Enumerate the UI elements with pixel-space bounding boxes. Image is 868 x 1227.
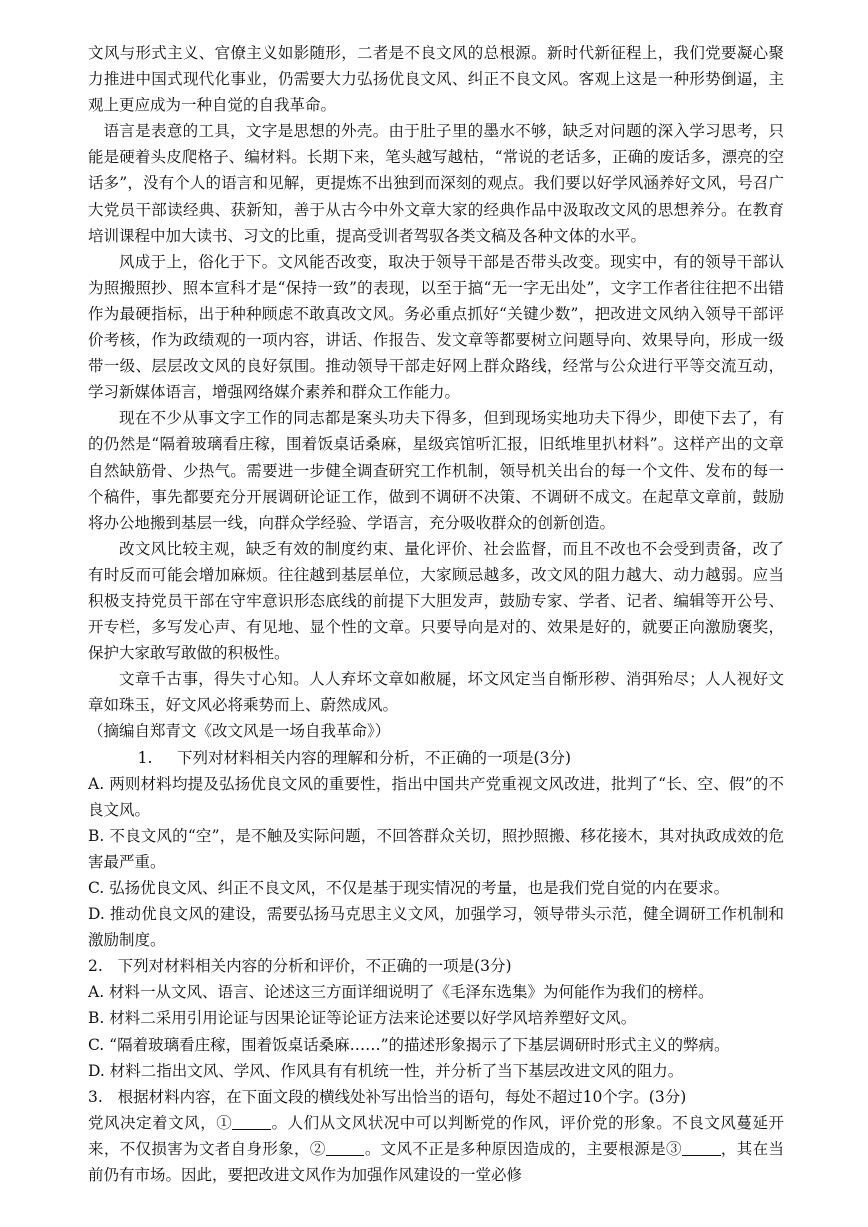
question-1 (88, 745, 784, 954)
passage-part-1: 党风决定着文风，① (88, 1113, 233, 1132)
article-paragraph-5: 改文风比较主观，缺乏有效的制度约束、量化评价、社会监督，而且不改也不会受到责备，改了有时反而可能会增加麻烦。往往越到基层单位，大家顾忌越多，改文风的阻力越大、动力越弱。应当积极支持党员干部在守牢意识形态底线的前提下大胆发声，鼓励专家、学者、记者、编辑等开公号、开专栏，多写发心声、有见地、显个性的文章。只要导向是对的、效果是好的，就要正向激励褒奖，保护大家敢写敢做的积极性。 (88, 539, 784, 663)
question-1-title (88, 745, 784, 771)
article-paragraph-3: 风成于上，俗化于下。文风能否改变，取决于领导干部是否带头改变。现实中，有的领导干部认为照搬照抄、照本宣科才是“保持一致”的表现，以至于搞“无一字无出处”，文字工作者往往把不出错作为最硬指标，出于种种顾虑不敢真改文风。务必重点抓好“关键少数”，把改进文风纳入领导干部评价考核，作为政绩观的一项内容，讲话、作报告、发文章等都要树立问题导向、效果导向，形成一级带一级、层层改文风的良好氛围。推动领导干部走好网上群众路线，经常与公众进行平等交流互动，学习新媒体语言，增强网络媒介素养和群众工作能力。 (88, 252, 784, 402)
question-3-number: 3. (88, 1087, 103, 1106)
question-3-stem: 根据材料内容，在下面文段的横线处补写出恰当的语句，每处不超过10个字。(3分) (117, 1087, 687, 1106)
answer-blank-2[interactable] (326, 1139, 365, 1156)
article-paragraph-4: 现在不少从事文字工作的同志都是案头功夫下得多，但到现场实地功夫下得少，即使下去了，有的仍然是“隔着玻璃看庄稼，围着饭桌话桑麻，星级宾馆听汇报，旧纸堆里扒材料”。这样产出的文章自然缺筋骨、少热气。需要进一步健全调查研究工作机制，领导机关出台的每一个文件、发布的每一个稿件，事先都要充分开展调研论证工作，做到不调研不决策、不调研不成文。在起草文章前，鼓励将办公地搬到基层一线，向群众学经验、学语言，充分吸收群众的创新创造。 (88, 409, 784, 532)
question-2-option-d: D. 材料二指出文风、学风、作风具有有机统一性，并分析了当下基层改进文风的阻力。 (88, 1061, 684, 1080)
document-page (88, 40, 784, 1188)
question-3-passage (88, 1110, 784, 1188)
question-2 (88, 953, 784, 1083)
question-1-number: 1. (137, 748, 153, 767)
passage-part-2: 。人们从文风状况中可以判断党的作风，评价党的形象。不良文风蔓延开来，不仅损害为文者自身形象，② (88, 1113, 784, 1158)
question-2-number: 2. (88, 957, 103, 976)
article-paragraph-6: 文章千古事，得失寸心知。人人弃坏文章如敝屣，坏文风定当自惭形秽、消弭殆尽；人人视好文章如珠玉，好文风必将乘势而上、蔚然成风。 (88, 670, 784, 715)
question-2-title (88, 953, 784, 979)
question-1-option-a: A. 两则材料均提及弘扬优良文风的重要性，指出中国共产党重视文风改进，批判了“长、空、假”的不良文风。 (88, 774, 784, 819)
question-1-option-c: C. 弘扬优良文风、纠正不良文风，不仅是基于现实情况的考量，也是我们党自觉的内在要求。 (88, 879, 730, 897)
question-2-option-a: A. 材料一从文风、语言、论述这三方面详细说明了《毛泽东选集》为何能作为我们的榜样。 (88, 983, 714, 1002)
question-1-option-b: B. 不良文风的“空”，是不触及实际问题，不回答群众关切，照抄照搬、移花接木，其对执政成效的危害最严重。 (88, 826, 784, 871)
article-source: （摘编自郑青文《改文风是一场自我革命》） (88, 722, 391, 741)
question-2-option-c: C. “隔着玻璃看庄稼，围着饭桌话桑麻……”的描述形象揭示了下基层调研时形式主义的弊病。 (88, 1035, 730, 1054)
question-3-title (88, 1084, 784, 1110)
question-3 (88, 1084, 784, 1188)
answer-blank-3[interactable] (682, 1139, 721, 1156)
question-2-stem: 下列对材料相关内容的分析和评价，不正确的一项是(3分) (117, 957, 512, 976)
article-paragraph-1: 文风与形式主义、官僚主义如影随形，二者是不良文风的总根源。新时代新征程上，我们党要凝心聚力推进中国式现代化事业，仍需要大力弘扬优良文风、纠正不良文风。客观上这是一种形势倒逼，主观上更应成为一种自觉的自我革命。 (88, 44, 784, 115)
question-2-option-b: B. 材料二采用引用论证与因果论证等论证方法来论述要以好学风培养塑好文风。 (88, 1009, 637, 1028)
article-paragraph-2: 语言是表意的工具，文字是思想的外壳。由于肚子里的墨水不够，缺乏对问题的深入学习思考，只能是硬着头皮爬格子、编材料。长期下来，笔头越写越枯，“常说的老话多，正确的废话多，漂亮的空话多”，没有个人的语言和见解，更提炼不出独到而深刻的观点。我们要以好学风涵养好文风，号召广大党员干部读经典、获新知，善于从古今中外文章大家的经典作品中汲取改文风的思想养分。在教育培训课程中加大读书、习文的比重，提高受训者驾驭各类文稿及各种文体的水平。 (88, 122, 784, 245)
answer-blank-1[interactable] (232, 1113, 271, 1130)
question-1-stem: 下列对材料相关内容的理解和分析，不正确的一项是(3分) (177, 748, 571, 767)
passage-part-3: 。文风不正是多种原因造成的，主要根源是③ (364, 1139, 682, 1158)
passage-part-4: ，其在当前仍有市场。因此，要把改进文风作为加强作风建设的一堂必修 (88, 1139, 784, 1185)
question-1-option-d: D. 推动优良文风的建设，需要弘扬马克思主义文风，加强学习，领导带头示范，健全调研工作机制和激励制度。 (88, 905, 784, 950)
